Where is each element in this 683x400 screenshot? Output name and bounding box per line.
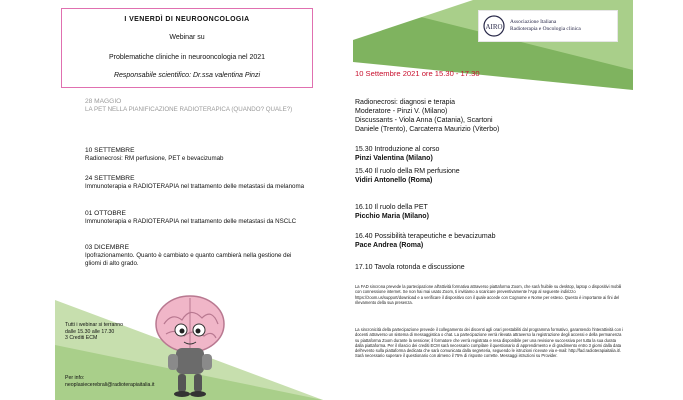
fine-print-paragraph: La sincronicità della partecipazione prevede il collegamento dei discenti agli orari prestabiliti dal programma formativo, garantendo l'interattività con i docenti attraverso un sistema di messaggistica o chat. La partecipazione verrà rilevata attraverso la registrazione degli accessi e della permanenza su piattaforma Zoom durante la sessione; il formatore che verrà registrata e resa disponibile per una revisione successiva per tutta la sua durata dalla piattaforma. Per il rilascio dei crediti ECM sarà necessario compilare il questionario di apprendimento e di gradimento entro 3 giorni dalla data dell'evento sulla piattaforma dedicata che sarà comunicata dalla segreteria, seguendo le istruzioni ricevute via e-mail: http://fad.radioterapiaitalia.it/. Sarà necessario superare il questionario con almeno il 75% di risposte corrette. Messaggi istruzioni su Provider. — [355, 327, 624, 359]
program-time-title: 16.40 Possibilità terapeutiche e bevacizumab — [355, 233, 496, 240]
program-time-title: 16.10 Il ruolo della PET — [355, 204, 428, 211]
schedule-item — [85, 210, 305, 226]
intro-line: Discussants - Viola Anna (Catania), Scartoni — [355, 117, 493, 124]
airo-logo — [478, 10, 618, 42]
program-speaker: Picchio Maria (Milano) — [355, 213, 429, 220]
schedule-date: 24 SETTEMBRE — [85, 175, 135, 182]
schedule-text: Immunoterapia e RADIOTERAPIA nel trattamento delle metastasi da NSCLC — [85, 218, 297, 225]
left-page — [55, 0, 323, 400]
info-box — [65, 322, 165, 342]
program-speaker: Vidiri Antonello (Roma) — [355, 177, 433, 184]
airo-logo-icon — [483, 15, 505, 37]
logo-line-2: Radioterapia e Oncologia clinica — [510, 26, 581, 32]
program-time-title: 17.10 Tavola rotonda e discussione — [355, 264, 465, 271]
program-time-title: 15.40 Il ruolo della RM perfusione — [355, 168, 460, 175]
schedule-date: 03 DICEMBRE — [85, 244, 129, 251]
program-speaker: Pace Andrea (Roma) — [355, 242, 424, 249]
airo-logo-mark: AIRO — [485, 23, 503, 31]
webinar-label: Webinar su — [169, 34, 205, 41]
right-page — [353, 0, 633, 400]
program-item — [355, 263, 625, 272]
schedule-text: Radionecrosi: RM perfusione, PET e bevacizumab — [85, 155, 224, 162]
schedule-item — [85, 147, 305, 163]
program-item — [355, 167, 625, 185]
contact-label: Per info: — [65, 375, 85, 381]
contact-box — [65, 375, 215, 388]
event-date: 10 Settembre 2021 ore 15.30 - 17.30 — [355, 69, 480, 78]
schedule-text: LA PET NELLA PIANIFICAZIONE RADIOTERAPICA (QUANDO? QUALE?) — [85, 106, 293, 113]
intro-line: Moderatore - Pinzi V. (Milano) — [355, 108, 448, 115]
program-intro — [355, 98, 625, 134]
intro-line: Daniele (Trento), Carcaterra Maurizio (Viterbo) — [355, 126, 500, 133]
program-speaker: Pinzi Valentina (Milano) — [355, 155, 433, 162]
info-line: Tutti i webinar si terranno — [65, 322, 124, 328]
schedule-date: 01 OTTOBRE — [85, 210, 126, 217]
responsible-line: Responsabile scientifico: Dr.ssa valentina Pinzi — [113, 72, 261, 79]
schedule-item — [85, 244, 305, 268]
logo-line-1: Associazione Italiana — [510, 19, 557, 25]
schedule-text: Immunoterapia e RADIOTERAPIA nel trattamento delle metastasi da melanoma — [85, 183, 305, 190]
contact-email[interactable]: neoplasiecerebrali@radioterapiaitalia.it — [65, 381, 155, 388]
fine-print-paragraph: La FAD sincrona prevede la partecipazione all'attività formativa attraverso piattaforma Zoom, che sarà fruibile su desktop, laptop o dispositivi mobili con connessione internet. Se non hai mai usato Zoom, ti invitiamo a scaricare preventivamente l'App al seguente indirizzo https://zoom.us/support/download e a verificare il dispositivo con il quale accede con Cognome e Nome per esteso. Questo è importante ai fini del rilevamento della sua presenza. — [355, 284, 622, 305]
schedule-item — [85, 175, 305, 191]
program-time-title: 15.30 Introduzione al corso — [355, 146, 440, 153]
program-item — [355, 145, 625, 163]
program-item — [355, 203, 625, 221]
schedule-text: Ipofrazionamento. Quanto è cambiato e quanto cambierà nella gestione dei gliomi di alto grado. — [85, 252, 292, 267]
info-line: dalle 15.30 alle 17.30 — [65, 328, 115, 335]
schedule-date: 28 MAGGIO — [85, 98, 122, 105]
schedule-date: 10 SETTEMBRE — [85, 147, 135, 154]
series-title: I VENERDÌ DI NEUROONCOLOGIA — [124, 16, 250, 23]
program-item — [355, 232, 625, 250]
intro-line: Radionecrosi: diagnosi e terapia — [355, 99, 456, 106]
header-box — [61, 8, 313, 88]
topic-title: Problematiche cliniche in neurooncologia nel 2021 — [108, 54, 266, 61]
schedule-item — [85, 98, 305, 114]
info-line: 3 Crediti ECM — [65, 335, 98, 342]
